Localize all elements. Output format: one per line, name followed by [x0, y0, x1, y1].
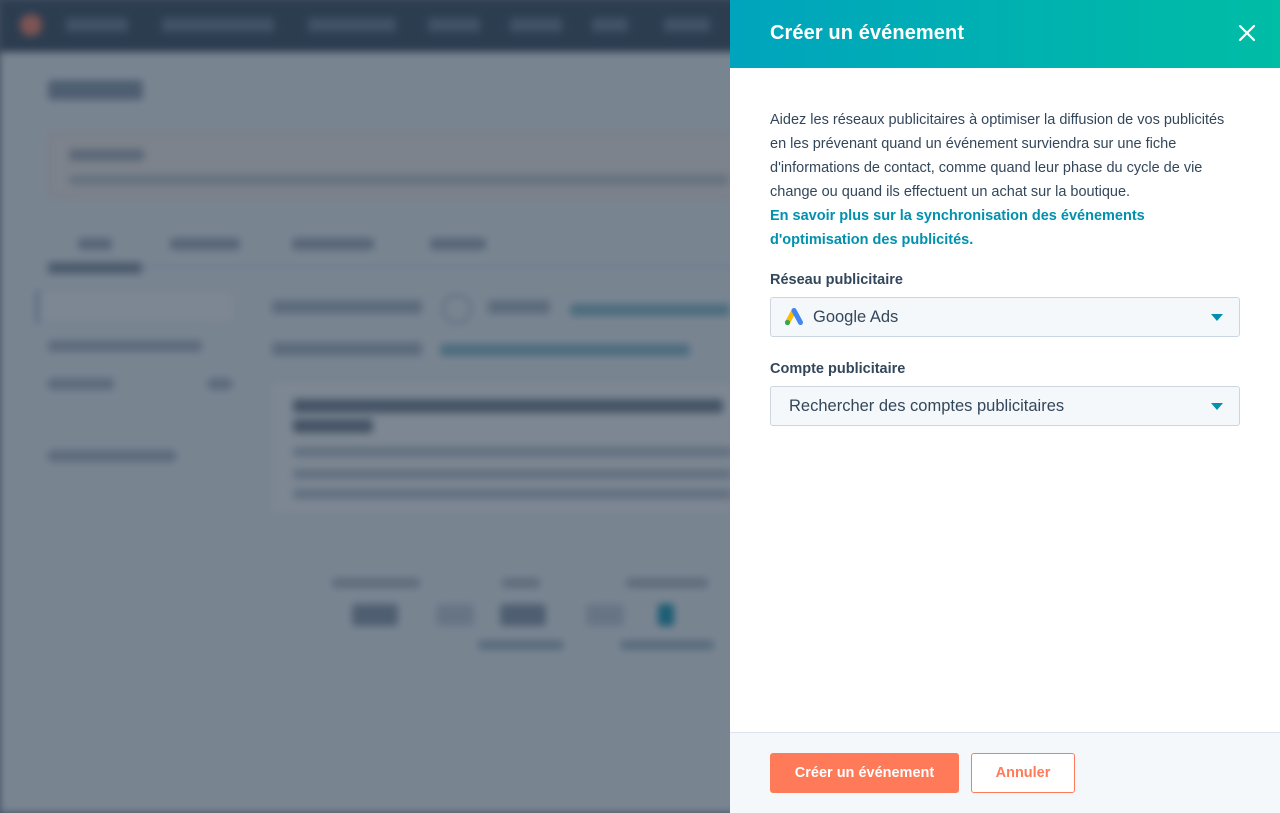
close-button[interactable]	[1236, 22, 1258, 44]
chevron-down-icon	[1211, 403, 1223, 410]
panel-description: Aidez les réseaux publicitaires à optimiser la diffusion de vos publicités en les prévenant quand un événement surviendra sur une fiche d'informations de contact, comme quand leur phase du cycle de vie change ou quand ils effectuent un achat sur la boutique.	[770, 112, 1225, 200]
ad-account-select[interactable]	[770, 386, 1240, 426]
create-event-button[interactable]: Créer un événement	[770, 753, 959, 793]
panel-footer	[730, 732, 1280, 813]
learn-more-link[interactable]: En savoir plus sur la synchronisation des événements d'optimisation des publicités.	[770, 208, 1145, 248]
ad-account-label: Compte publicitaire	[770, 361, 906, 377]
panel-header	[730, 0, 1280, 68]
ad-network-label: Réseau publicitaire	[770, 272, 903, 288]
ad-network-value: Google Ads	[813, 307, 899, 326]
close-icon	[1236, 22, 1258, 44]
panel-body	[770, 108, 1240, 426]
ad-network-select[interactable]	[770, 297, 1240, 337]
chevron-down-icon	[1211, 314, 1223, 321]
ad-account-placeholder: Rechercher des comptes publicitaires	[789, 396, 1065, 415]
panel-title: Créer un événement	[770, 22, 965, 44]
cancel-button[interactable]: Annuler	[971, 753, 1075, 793]
create-event-panel	[730, 0, 1280, 813]
google-ads-icon	[783, 307, 805, 327]
